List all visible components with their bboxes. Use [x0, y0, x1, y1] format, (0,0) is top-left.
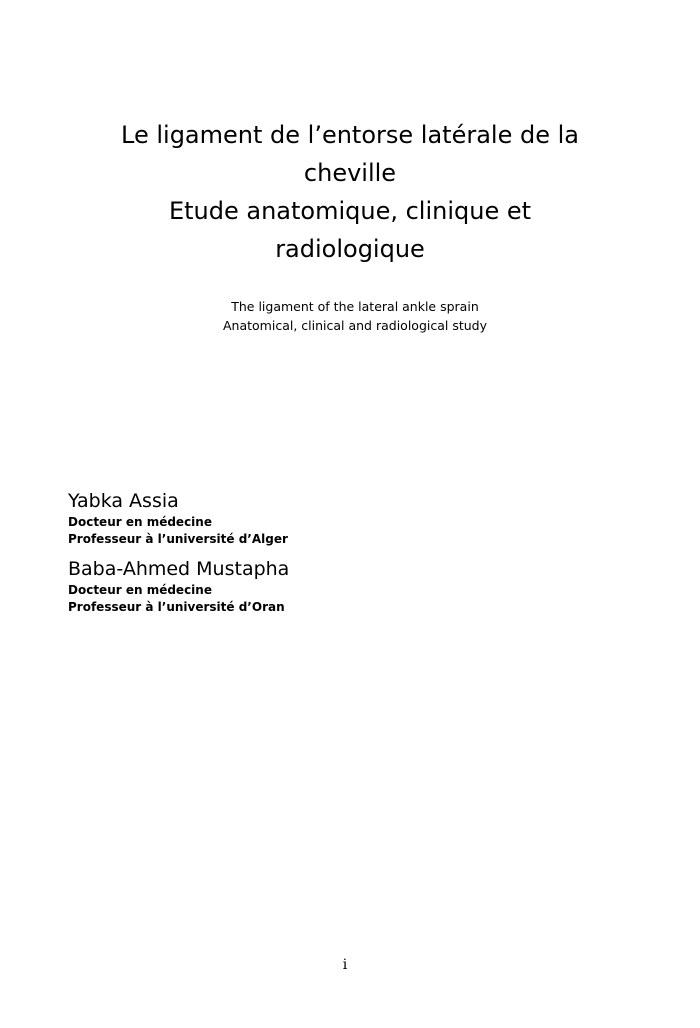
subtitle-line: The ligament of the lateral ankle sprain: [231, 299, 479, 314]
author-entry: [68, 488, 468, 548]
title-line: cheville: [303, 159, 397, 187]
page-number: i: [342, 957, 348, 973]
author-name: Baba-Ahmed Mustapha: [68, 558, 290, 580]
french-title: [60, 116, 640, 268]
author-degree: Docteur en médecine: [68, 583, 212, 597]
author-entry: [68, 556, 468, 616]
author-name: Yabka Assia: [68, 490, 179, 512]
subtitle-line: Anatomical, clinical and radiological study: [223, 318, 487, 333]
author-affiliation: Professeur à l’université d’Alger: [68, 532, 288, 546]
english-subtitle: [200, 297, 510, 335]
author-degree: Docteur en médecine: [68, 515, 212, 529]
author-affiliation: Professeur à l’université d’Oran: [68, 600, 285, 614]
title-line: Le ligament de l’entorse latérale de la: [121, 121, 579, 149]
title-line: Etude anatomique, clinique et: [168, 197, 532, 225]
author-list: [68, 488, 468, 624]
title-line: radiologique: [275, 235, 425, 263]
